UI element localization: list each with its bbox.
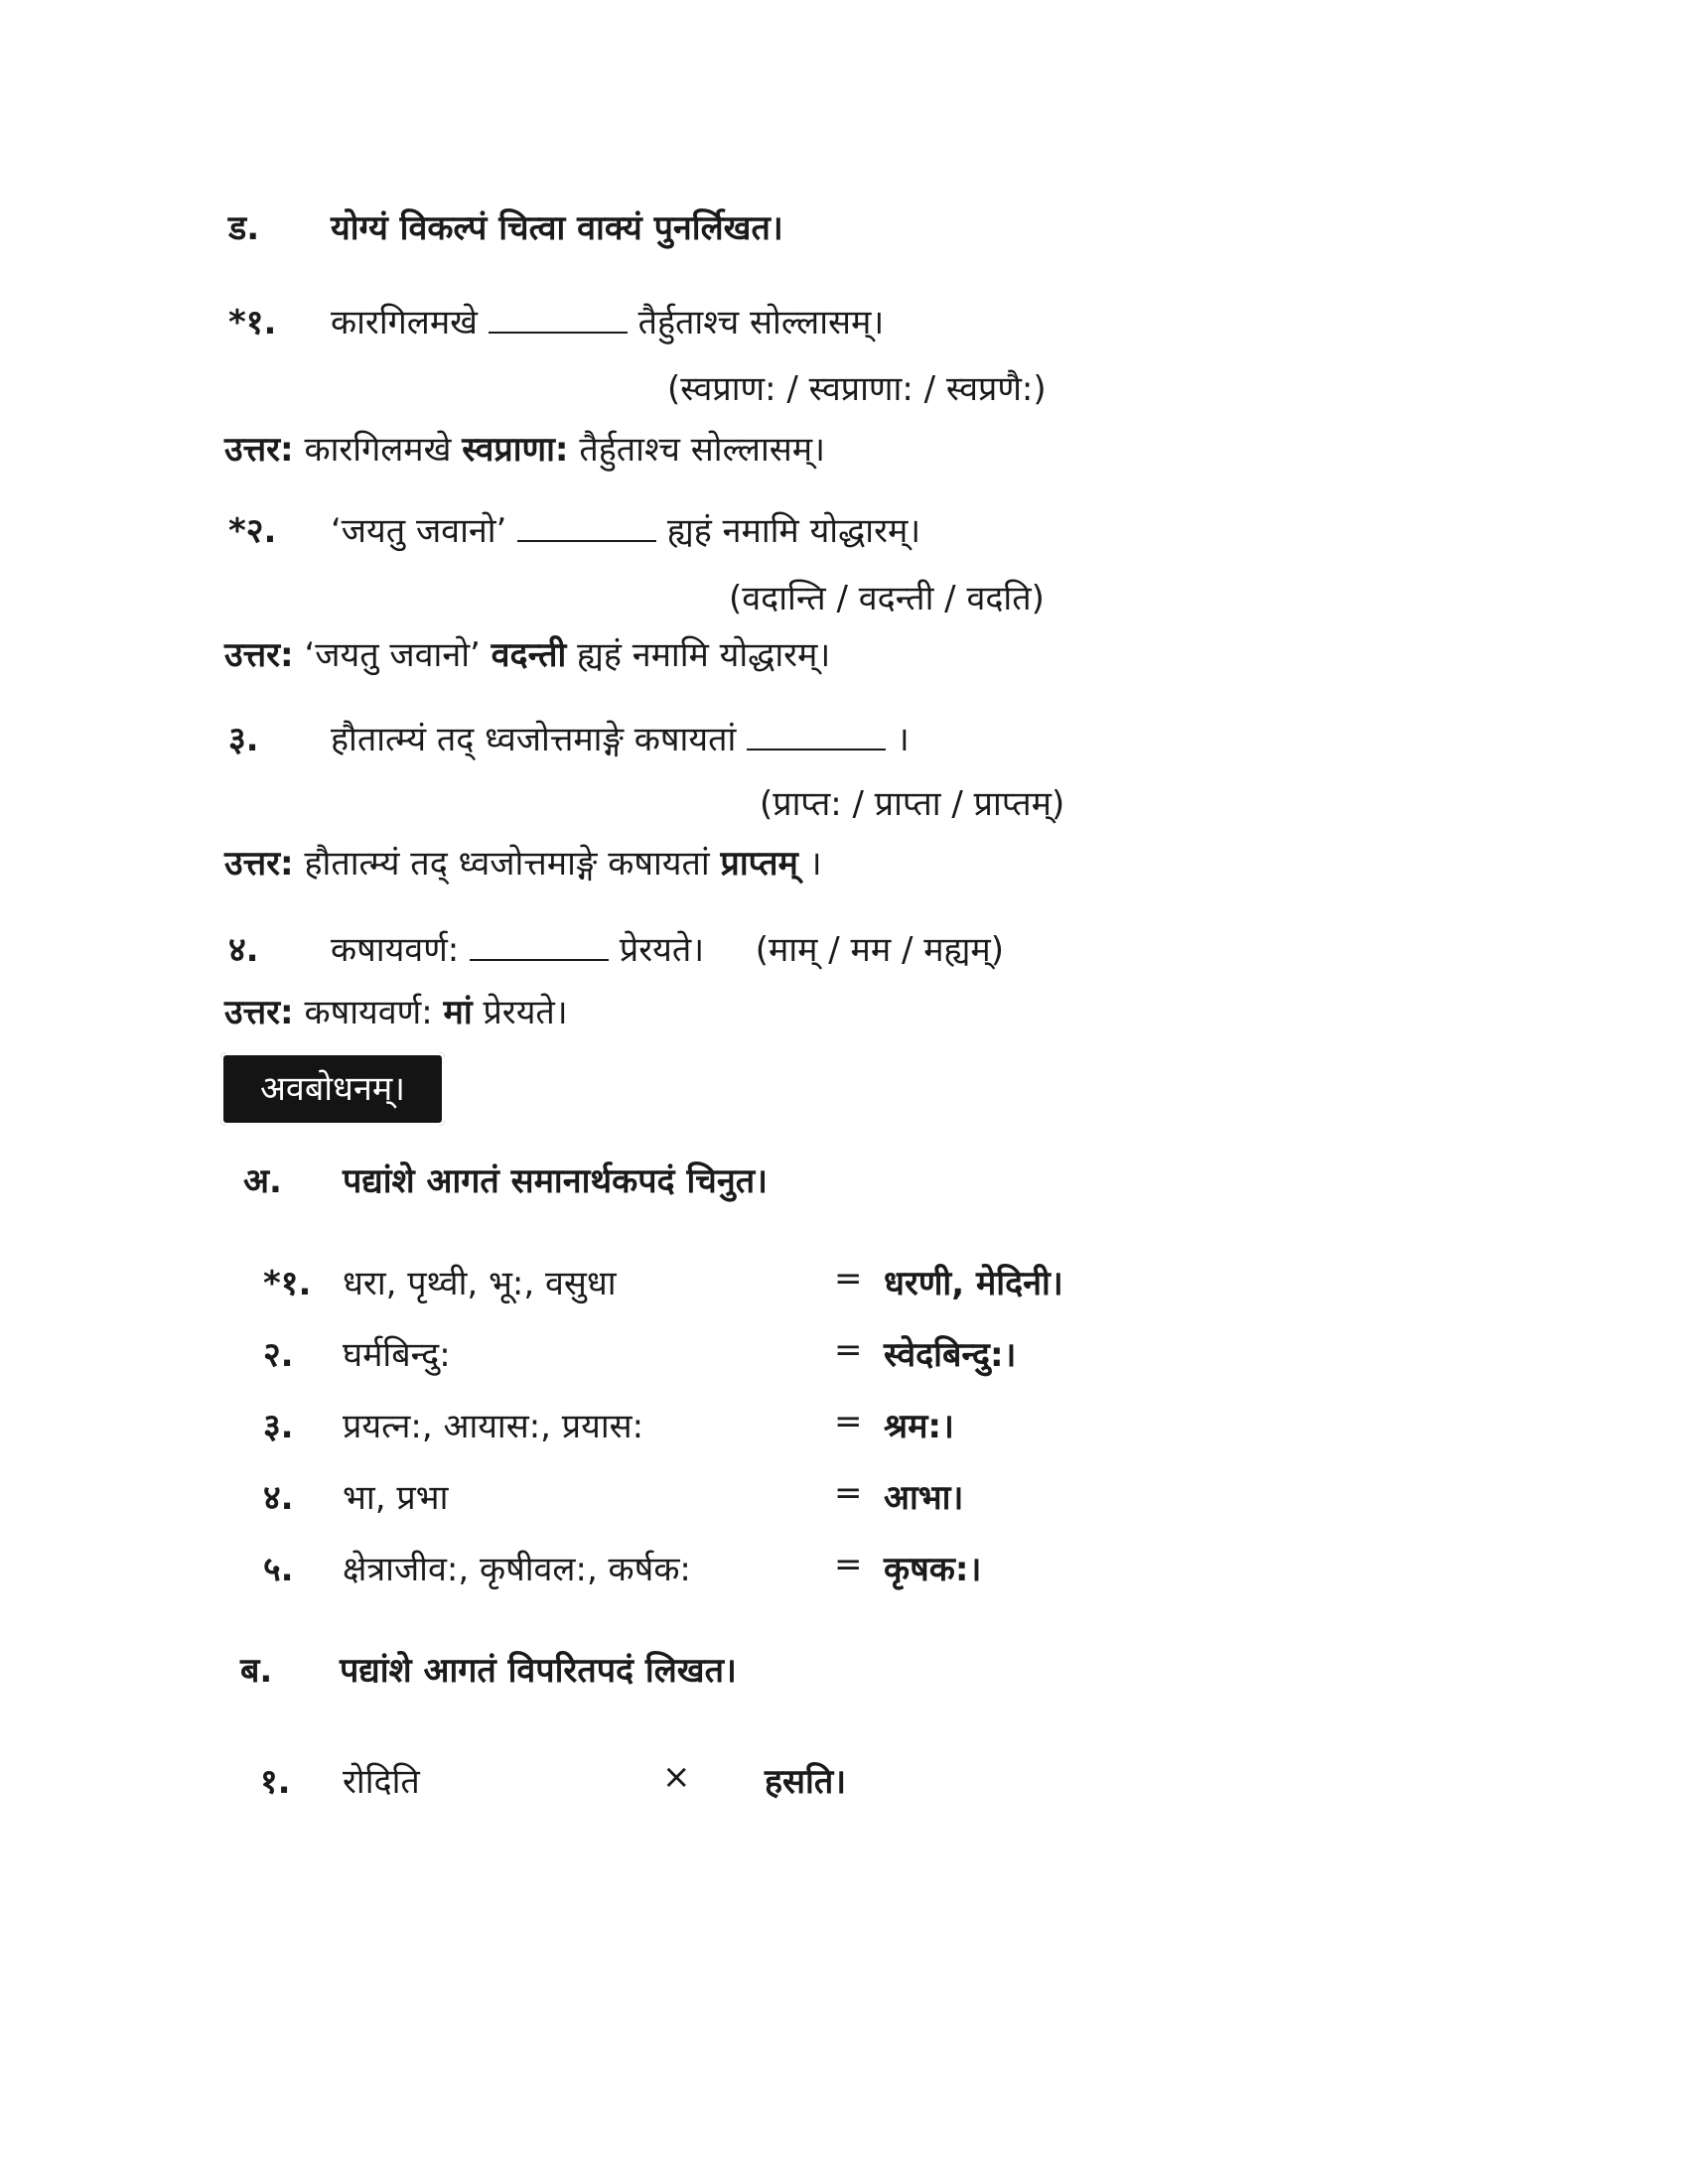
answer-after: ।: [808, 844, 822, 884]
question-text-after: ह्यहं नमामि योद्धारम्।: [667, 511, 921, 551]
row-term: क्षेत्राजीव:, कृषीवल:, कर्षक:: [343, 1550, 691, 1589]
equals-sign: =: [834, 1402, 863, 1441]
options: (स्वप्राण: / स्वप्राणा: / स्वप्रणै:): [667, 369, 1047, 409]
answer-before: कारगिलमखे: [304, 430, 452, 470]
row-term: प्रयत्न:, आयास:, प्रयास:: [343, 1407, 644, 1446]
section-b-marker: ब.: [240, 1651, 273, 1691]
row-answer: धरणी, मेदिनी।: [884, 1264, 1063, 1303]
answer-after: ह्यहं नमामि योद्धारम्।: [577, 635, 831, 675]
row-answer: हसति।: [765, 1762, 847, 1802]
row-answer: आभा।: [884, 1478, 964, 1518]
question-text: [331, 298, 884, 343]
equals-sign: =: [834, 1330, 863, 1370]
answer-bold: वदन्ती: [491, 635, 567, 675]
row-term: घर्मबिन्दु:: [343, 1335, 451, 1375]
equals-sign: =: [834, 1473, 863, 1513]
question-text: [331, 715, 910, 760]
row-number: ५.: [263, 1550, 294, 1589]
options: (प्राप्त: / प्राप्ता / प्राप्तम्): [760, 784, 1065, 824]
equals-sign: =: [834, 1545, 863, 1584]
section-b-heading: पद्यांशे आगतं विपरितपदं लिखत।: [340, 1651, 737, 1691]
question-text-before: कारगिलमखे: [331, 303, 478, 342]
row-answer: कृषक:।: [884, 1550, 982, 1589]
fill-blank: [489, 302, 628, 334]
row-number: २.: [263, 1335, 294, 1375]
question-text-before: हौतात्म्यं तद् ध्वजोत्तमाङ्गे कषायतां: [331, 720, 737, 759]
answer-row: [224, 425, 825, 471]
question-text-after: प्रेरयते।: [619, 930, 705, 970]
options: (माम् / मम / मह्यम्): [755, 930, 1004, 970]
fill-blank: [747, 719, 886, 751]
section-a-heading: पद्यांशे आगतं समानार्थकपदं चिनुत।: [343, 1161, 768, 1201]
question-text-after: ।: [896, 720, 910, 759]
row-number: १.: [260, 1762, 291, 1802]
answer-label: उत्तर:: [224, 844, 294, 884]
avabodhanam-heading: अवबोधनम्।: [220, 1052, 445, 1126]
answer-row: [224, 630, 830, 676]
answer-after: प्रेरयते।: [483, 993, 568, 1032]
section-a-marker: अ.: [243, 1161, 282, 1201]
row-term: भा, प्रभा: [343, 1478, 449, 1518]
row-term: धरा, पृथ्वी, भू:, वसुधा: [343, 1264, 617, 1303]
fill-blank: [470, 929, 609, 961]
question-number: ३.: [228, 720, 259, 759]
answer-label: उत्तर:: [224, 993, 294, 1032]
row-number: ४.: [263, 1478, 294, 1518]
question-number: ४.: [228, 930, 259, 970]
answer-label: उत्तर:: [224, 430, 294, 470]
options: (वदान्ति / वदन्ती / वदति): [729, 579, 1045, 618]
question-text: [331, 925, 1004, 971]
fill-blank: [517, 510, 656, 542]
question-number: *१.: [228, 303, 277, 342]
answer-bold: प्राप्तम्: [720, 844, 798, 884]
answer-before: कषायवर्ण:: [304, 993, 433, 1032]
answer-before: ‘जयतु जवानो’: [304, 635, 481, 675]
row-term: रोदिति: [343, 1762, 420, 1802]
section-d-heading: योग्यं विकल्पं चित्वा वाक्यं पुनर्लिखत।: [331, 208, 783, 248]
answer-bold: मां: [443, 993, 473, 1032]
section-d-marker: ड.: [228, 208, 260, 248]
answer-row: [224, 839, 822, 885]
question-text-before: ‘जयतु जवानो’: [331, 511, 507, 551]
answer-bold: स्वप्राणा:: [462, 430, 569, 470]
question-text-before: कषायवर्ण:: [331, 930, 460, 970]
row-number: *१.: [263, 1264, 312, 1303]
answer-label: उत्तर:: [224, 635, 294, 675]
equals-sign: =: [834, 1259, 863, 1298]
row-answer: स्वेदबिन्दु:।: [884, 1335, 1017, 1375]
times-sign: ×: [662, 1757, 691, 1797]
question-text-after: तैर्हुताश्च सोल्लासम्।: [637, 303, 885, 342]
answer-before: हौतात्म्यं तद् ध्वजोत्तमाङ्गे कषायतां: [304, 844, 710, 884]
question-text: [331, 506, 920, 552]
answer-after: तैर्हुताश्च सोल्लासम्।: [579, 430, 825, 470]
answer-row: [224, 988, 568, 1033]
row-answer: श्रम:।: [884, 1407, 954, 1446]
row-number: ३.: [263, 1407, 294, 1446]
question-number: *२.: [228, 511, 277, 551]
